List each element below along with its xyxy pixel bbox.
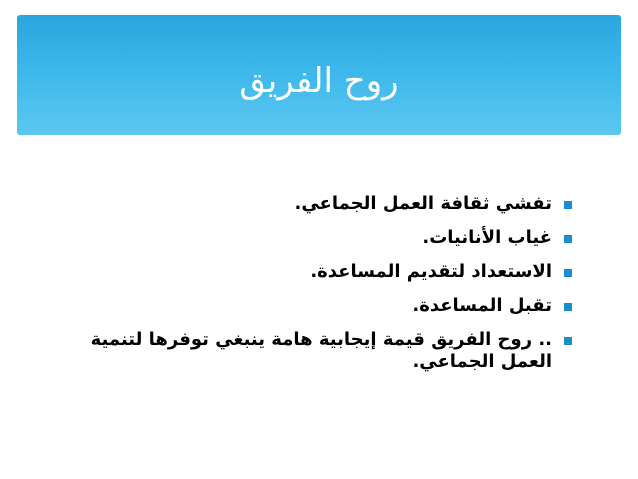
square-bullet-icon xyxy=(564,235,572,243)
list-item xyxy=(60,329,574,373)
bullet-text: تقبل المساعدة. xyxy=(412,295,552,316)
list-item xyxy=(60,227,574,249)
list-item xyxy=(60,193,574,215)
title-banner xyxy=(17,15,621,135)
square-bullet-icon xyxy=(564,337,572,345)
bullet-text: .. روح الفريق قيمة إيجابية هامة ينبغي توفرها لتنمية العمل الجماعي. xyxy=(90,329,552,372)
bullet-text: تفشي ثقافة العمل الجماعي. xyxy=(294,193,552,214)
square-bullet-icon xyxy=(564,269,572,277)
bullet-text: غياب الأنانيات. xyxy=(422,227,552,248)
square-bullet-icon xyxy=(564,303,572,311)
list-item xyxy=(60,295,574,317)
bullet-text: الاستعداد لتقديم المساعدة. xyxy=(310,261,552,282)
list-item xyxy=(60,261,574,283)
square-bullet-icon xyxy=(564,201,572,209)
bullet-list xyxy=(60,193,574,385)
slide-title: روح الفريق xyxy=(239,61,399,101)
